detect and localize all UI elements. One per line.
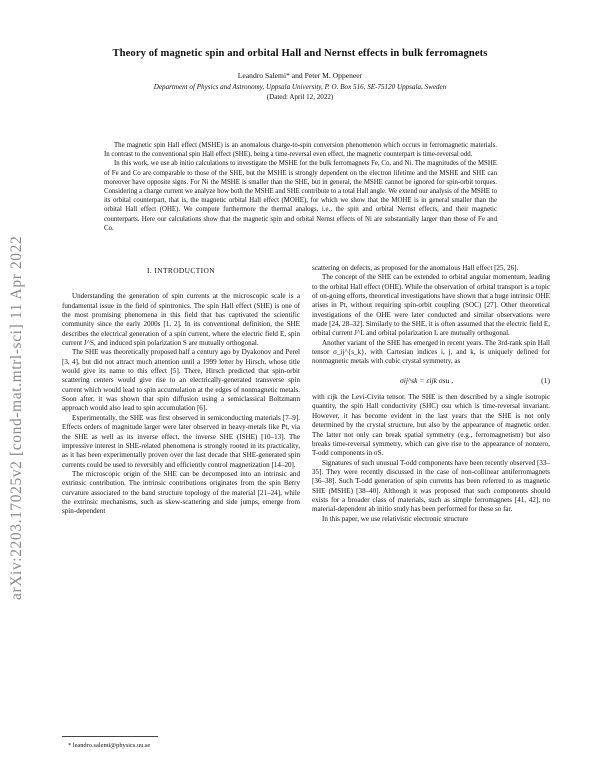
body-paragraph: Experimentally, the SHE was first observed in semiconducting materials [7–9]. Effects orders of magnitude larger were later observed in heavy-metals like Pt, via the SHE as well as its inverse effect, the inverse SHE (ISHE) [10–13]. The impressive interest in SHE-related phenomena is strongly rooted in its practicality, as it has been experimentally proven over the last decade that SHE-generated spin currents could be used to reversibly and efficiently control magnetization [14–20]. xyxy=(62,413,300,469)
section-heading: I. INTRODUCTION xyxy=(147,266,215,275)
affiliation: Department of Physics and Astronomy, Uppsala University, P. O. Box 516, SE-75120 Uppsala, Sweden xyxy=(153,83,447,91)
body-paragraph: scattering on defects, as proposed for the anomalous Hall effect [25, 26]. xyxy=(312,264,519,272)
abstract-paragraph: The magnetic spin Hall effect (MSHE) is an anomalous charge-to-spin conversion phenomenon which occurs in ferromagnetic materials. In contrast to the conventional spin Hall effect (SHE), being a time-reversal even effect, the magnetic counterpart is time-reversal odd. xyxy=(104,142,497,159)
body-paragraph: Another variant of the SHE has emerged in recent years. The 3rd-rank spin Hall tensor σ_ij^{s_k}, with Cartesian indices i, j, and k, is uniquely defined for nonmagnetic metals with cubic crystal symmetry, as xyxy=(312,338,550,366)
body-paragraph: The microscopic origin of the SHE can be decomposed into an intrinsic and extrinsic contribution. The intrinsic contributions originates from the spin Berry curvature associated to the band structure topology of the material [21–24], while the extrinsic mechanisms, such as skew-scattering and side jumps, emerge from spin-dependent xyxy=(62,469,300,516)
body-paragraph: Understanding the generation of spin currents at the microscopic scale is a fundamental issue in the field of spintronics. The spin Hall effect (SHE) is one of the most promising phenomena in this field that has captivated the scientific community since the early 2000s [1, 2]. In its conventional definition, the SHE describes the electrical generation of a spin current, where the electric field E, spin current J^S, and induced spin polarization S are mutually orthogonal. xyxy=(62,292,300,348)
equation-number: (1) xyxy=(541,375,550,385)
body-paragraph: Signatures of such unusual T-odd components have been recently observed [33–35]. They were recently discussed in the case of non-collinear antiferromagnets [36–38]. Such T-odd generation of spin currents has been referred to as magnetic SHE (MSHE) [38–40]. Although it was proposed that such components should exists for a broader class of materials, such as simple ferromagnets [41, 42], no material-dependent ab initio study has been performed for these so far. xyxy=(312,458,550,514)
body-paragraph: The SHE was theoretically proposed half a century ago by Dyakonov and Perel [3, 4], but did not attract much attention until a 1999 letter by Hirsch, whose title would give its name to this effect [5]. There, Hirsch predicted that spin-orbit scattering centers would give rise to an electrically-generated transverse spin current which would lead to spin accumulation at the edges of nonmagnetic metals. Soon after, it was shown that spin diffusion using a semiclassical Boltzmann approach would also lead to spin accumulation [6]. xyxy=(62,348,300,413)
abstract-paragraph: In this work, we use ab initio calculations to investigate the MSHE for the bulk ferromagnets Fe, Co, and Ni. The magnitudes of the MSHE of Fe and Co are comparable to those of the SHE, but the MSHE is strongly dependent on the electron lifetime and the MSHE and SHE can moreover have opposite signs. For Ni the MSHE is smaller than the SHE, but in general, the MSHE cannot be ignored for spin-orbit torques. Considering a charge current we analyze how both the MSHE and SHE contribute to a total Hall angle. We extend our analysis of the MSHE to its orbital counterpart, that is, the magnetic orbital Hall effect (MOHE), for which we show that the MOHE is in general smaller than the orbital Hall effect (OHE). We compute furthermore the thermal analogs, i.e., the spin and orbital Nernst effects, and their magnetic counterparts. Here our calculations show that the magnetic spin and orbital Nernst effects of Ni are substantially larger than those of Fe and Co. xyxy=(104,160,497,232)
left-column xyxy=(62,262,300,517)
arxiv-identifier-stamp: arXiv:2203.17025v2 [cond-mat.mtrl-sci] 11 Apr 2022 xyxy=(8,235,25,600)
right-column xyxy=(312,264,550,524)
equation-1 xyxy=(312,376,550,385)
paper-title: Theory of magnetic spin and orbital Hall and Nernst effects in bulk ferromagnets xyxy=(112,48,488,59)
footnote-email: * leandro.salemi@physics.uu.se xyxy=(68,742,151,749)
paper-authors: Leandro Salemi* and Peter M. Oppeneer xyxy=(237,71,363,80)
footnote-divider xyxy=(62,736,158,737)
body-paragraph: In this paper, we use relativistic electronic structure xyxy=(322,514,469,523)
body-paragraph: with εijk the Levi-Civita tensor. The SHE is then described by a single isotropic quantity, the spin Hall conductivity (SHC) σsu which is time-reversal invariant. However, it has become evident in the last years that the SHE is not only determined by the crystal structure, but also by the appearance of magnetic order. The latter not only can break spatial symmetry (e.g., ferromagnetism) but also breaks time-reversal symmetry, which can give rise to the appearance of nonzero, T-odd components in σS. xyxy=(312,393,550,458)
paper-header xyxy=(60,48,540,101)
abstract xyxy=(104,141,497,233)
body-paragraph: The concept of the SHE can be extended to orbital angular momentum, leading to the orbital Hall effect (OHE). While the observation of orbital transport is a topic of on-going efforts, theoretical investigations have shown that a huge intrinsic OHE arises in Pt, without requiring spin-orbit coupling (SOC) [27]. Other theoretical investigations of the OHE were later conducted and similar observations were made [24, 28–32]. Similarly to the SHE, it is often assumed that the electric field E, orbital current J^L and orbital polarization L are mutually orthogonal. xyxy=(312,273,550,338)
equation-body: σij^sk = εijk σsu , xyxy=(399,375,454,385)
date-line: (Dated: April 12, 2022) xyxy=(266,93,334,101)
